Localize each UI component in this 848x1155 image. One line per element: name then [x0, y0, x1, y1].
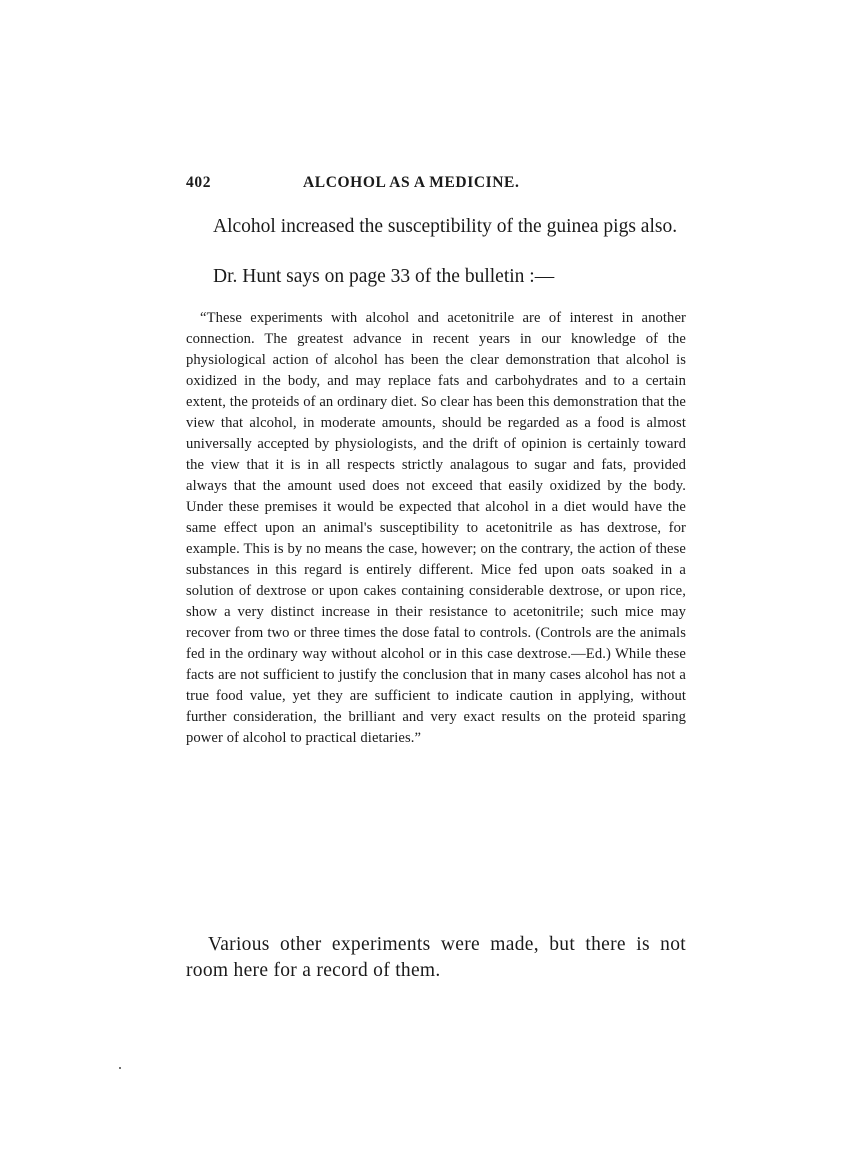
paragraph-dr-hunt: Dr. Hunt says on page 33 of the bulletin :— — [213, 266, 555, 287]
paragraph-other-experiments: Various other experiments were made, but there is not room here for a record of them. — [186, 934, 686, 981]
page-number: 402 — [186, 174, 212, 191]
scan-speck — [119, 1067, 121, 1069]
block-quotation: “These experiments with alcohol and acetonitrile are of interest in another connection. The greatest advance in recent years in our knowledge of the physiological action of alcohol has been the clear demonstration that alcohol is oxidized in the body, and may replace fats and carbohydrates and to a certain extent, the proteids of an ordinary diet. So clear has been this demonstration that the view that alcohol, in moderate amounts, should be regarded as a food is almost universally accepted by physiologists, and the drift of opinion is certainly toward the view that it is in all respects strictly analagous to sugar and fats, provided always that the amount used does not exceed that easily oxidized by the body. Under these premises it would be expected that alcohol in a diet would have the same effect upon an animal's susceptibility to acetonitrile as has dextrose, for example. This is by no means the case, however; on the contrary, the action of these substances in this regard is entirely different. Mice fed upon oats soaked in a solution of dextrose or upon cakes containing considerable dextrose, or upon rice, show a very distinct increase in their resistance to acetonitrile; such mice may recover from two or three times the dose fatal to controls. (Controls are the animals fed in the ordinary way without alcohol or in this case dextrose.—Ed.) While these facts are not sufficient to justify the conclusion that in many cases alcohol has not a true food value, yet they are sufficient to indicate caution in applying, without further consideration, the brilliant and very exact results on the proteid sparing power of alcohol to practical dietaries.” — [186, 310, 686, 746]
paragraph-guinea-pigs: Alcohol increased the susceptibility of the guinea pigs also. — [213, 216, 678, 237]
running-head — [186, 174, 686, 196]
running-title: ALCOHOL AS A MEDICINE. — [303, 174, 520, 191]
